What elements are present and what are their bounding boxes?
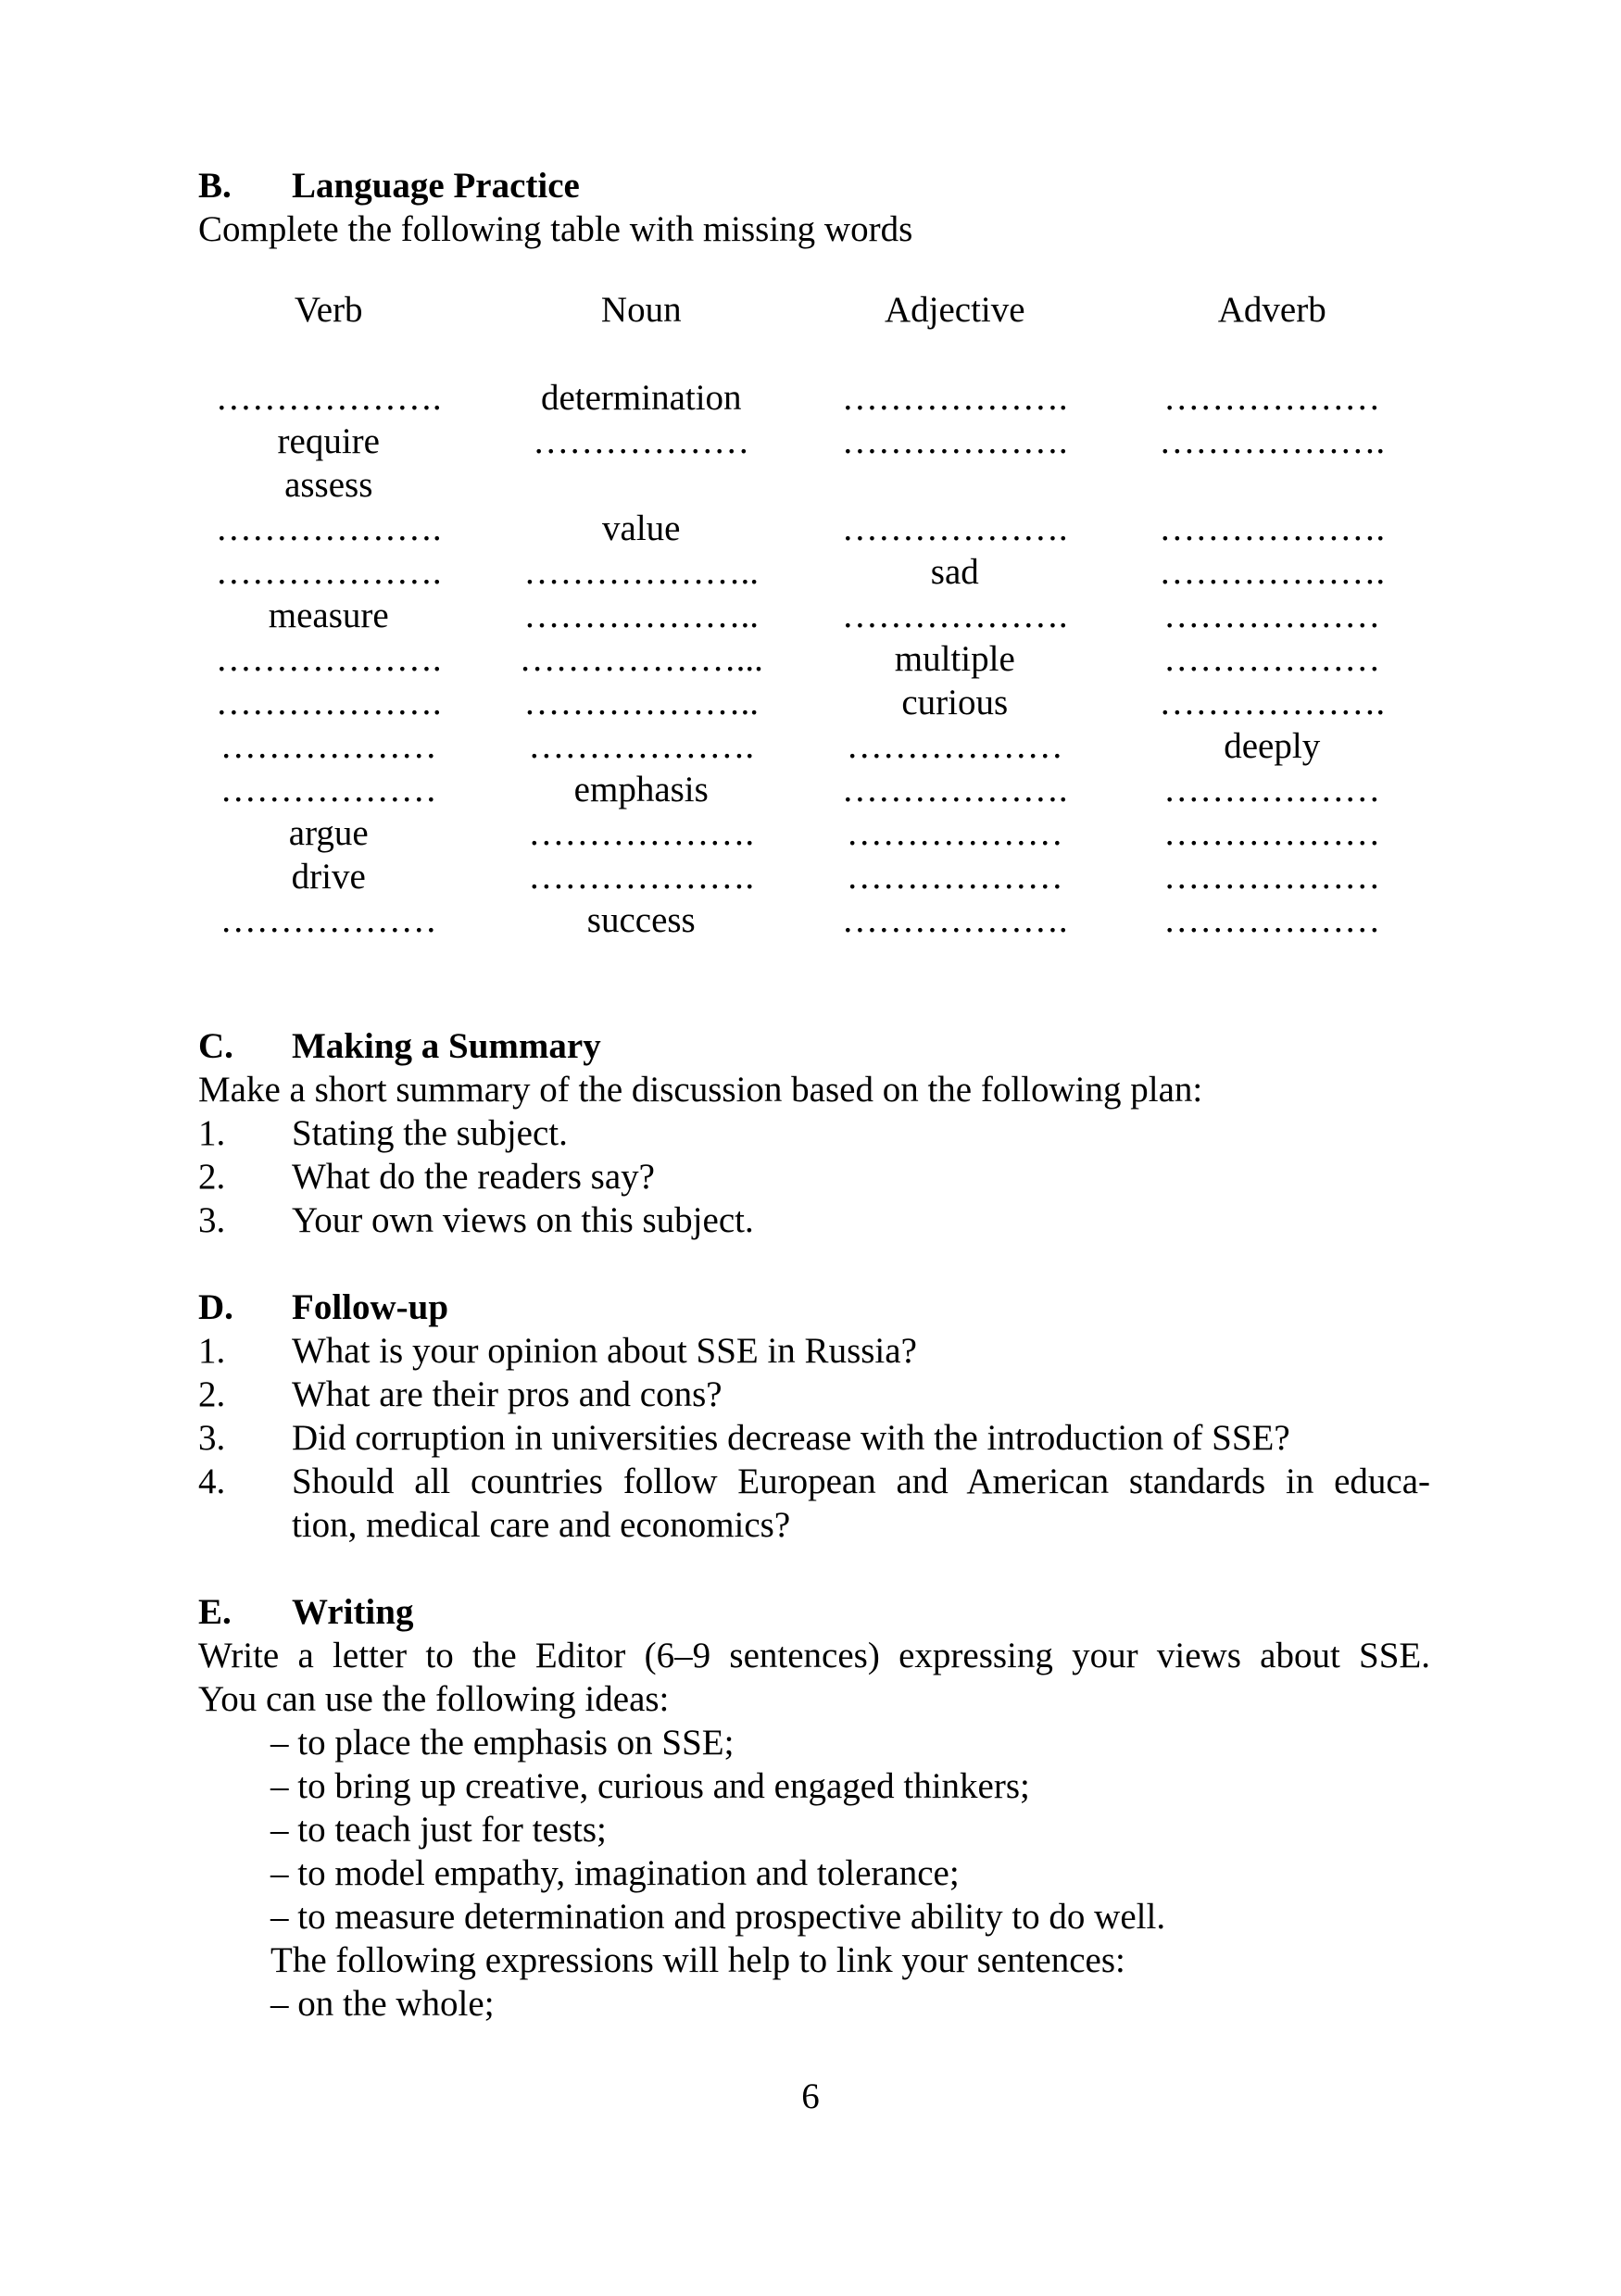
table-cell-adjective: ………………. [841, 596, 1068, 635]
table-row [198, 594, 1430, 637]
list-text-line: Should all countries follow European and American standards in educa- [292, 1462, 1430, 1501]
table-row [198, 855, 1430, 898]
list-number: 3. [198, 1418, 226, 1458]
column-header-noun: Noun [600, 290, 682, 330]
section-d-heading [198, 1286, 1430, 1329]
list-number: 3. [198, 1200, 226, 1240]
table-row [198, 898, 1430, 942]
table-cell-verb: require [277, 421, 380, 461]
table-cell-noun: determination [540, 378, 742, 418]
table-cell-verb: drive [291, 857, 366, 897]
list-text: What do the readers say? [292, 1157, 655, 1197]
section-letter: C. [198, 1026, 233, 1066]
table-cell-adverb: ……………… [1163, 596, 1381, 635]
table-cell-adverb: ………………. [1159, 683, 1386, 722]
list-item [198, 1373, 1430, 1416]
table-cell-adjective: ……………… [846, 813, 1063, 853]
table-cell-verb: ……………… [220, 900, 437, 940]
table-cell-adjective: ………………. [841, 900, 1068, 940]
table-cell-noun: value [602, 508, 681, 548]
table-cell-noun [486, 463, 796, 507]
table-cell-adverb: ………………. [1159, 552, 1386, 592]
column-header-adjective: Adjective [884, 290, 1025, 330]
list-text: Your own views on this subject. [292, 1200, 754, 1240]
section-letter: B. [198, 166, 232, 206]
table-row [198, 376, 1430, 420]
table-cell-verb: ………………. [215, 378, 442, 418]
list-item [198, 1329, 1430, 1373]
section-e-paragraph-line: Write a letter to the Editor (6–9 sentences) expressing your views about SSE. [198, 1636, 1430, 1675]
table-cell-adverb: ……………… [1163, 770, 1381, 809]
table-cell-adjective: multiple [894, 639, 1015, 679]
column-header-adverb: Adverb [1217, 290, 1326, 330]
list-number: 4. [198, 1462, 226, 1501]
section-b-instruction: Complete the following table with missing words [198, 209, 913, 249]
table-cell-adjective: ………………. [841, 421, 1068, 461]
section-b-heading [198, 164, 1430, 207]
list-text-block [292, 1460, 1430, 1547]
table-cell-noun: emphasis [573, 770, 709, 809]
table-cell-adverb: ……………… [1163, 857, 1381, 897]
table-row [198, 681, 1430, 724]
table-cell-adverb [1114, 463, 1430, 507]
table-cell-adverb: ………………. [1159, 421, 1386, 461]
table-cell-adjective: ………………. [841, 378, 1068, 418]
table-cell-verb: argue [288, 813, 369, 853]
page-content [198, 164, 1430, 2026]
table-cell-adjective: ………………. [841, 770, 1068, 809]
table-cell-noun: ………………. [528, 726, 755, 766]
idea-item: – to bring up creative, curious and engaged thinkers; [270, 1766, 1030, 1806]
table-cell-adverb: ……………… [1163, 813, 1381, 853]
table-cell-noun: ……………….. [523, 596, 759, 635]
table-cell-adverb: deeply [1224, 726, 1321, 766]
table-row [198, 637, 1430, 681]
section-e-paragraph-line: You can use the following ideas: [198, 1679, 670, 1719]
table-cell-verb: measure [268, 596, 389, 635]
table-cell-adverb: ……………… [1163, 900, 1381, 940]
table-cell-noun: ………………. [528, 857, 755, 897]
list-item [198, 1198, 1430, 1242]
table-cell-adjective: sad [930, 552, 979, 592]
table-header-row [198, 288, 1430, 332]
table-row [198, 724, 1430, 768]
table-cell-noun: ……………… [533, 421, 750, 461]
list-text: What is your opinion about SSE in Russia? [292, 1331, 917, 1371]
table-cell-verb: ………………. [215, 508, 442, 548]
section-title: Follow-up [292, 1287, 449, 1327]
idea-item: – to place the emphasis on SSE; [270, 1723, 735, 1763]
list-number: 2. [198, 1374, 226, 1414]
linking-intro: The following expressions will help to link your sentences: [270, 1940, 1125, 1980]
idea-item: – to model empathy, imagination and tolerance; [270, 1853, 960, 1893]
list-item [198, 1155, 1430, 1198]
list-text: Did corruption in universities decrease with the introduction of SSE? [292, 1418, 1290, 1458]
linking-item: – on the whole; [270, 1984, 495, 2024]
table-cell-verb: ………………. [215, 552, 442, 592]
table-row [198, 550, 1430, 594]
table-cell-adjective [796, 463, 1113, 507]
ideas-list [198, 1721, 1430, 2026]
table-row [198, 811, 1430, 855]
table-cell-noun: ……………….. [523, 683, 759, 722]
table-cell-verb: assess [284, 465, 373, 505]
idea-item: – to measure determination and prospective ability to do well. [270, 1897, 1166, 1937]
list-number: 2. [198, 1157, 226, 1197]
table-cell-adverb: ……………… [1163, 639, 1381, 679]
table-row [198, 507, 1430, 550]
table-cell-noun: ………………. [528, 813, 755, 853]
table-body [198, 376, 1430, 942]
section-title: Language Practice [292, 166, 580, 206]
table-cell-adjective: curious [901, 683, 1009, 722]
section-title: Making a Summary [292, 1026, 601, 1066]
list-number: 1. [198, 1331, 226, 1371]
table-cell-verb: ……………… [220, 770, 437, 809]
table-cell-adjective: ……………… [846, 857, 1063, 897]
table-cell-noun: ………………... [519, 639, 763, 679]
page-number: 6 [801, 2076, 820, 2116]
table-cell-verb: ………………. [215, 639, 442, 679]
table-cell-verb: ……………… [220, 726, 437, 766]
section-letter: E. [198, 1592, 232, 1632]
table-row [198, 463, 1430, 507]
section-c-heading [198, 1024, 1430, 1068]
table-cell-adjective: ……………… [846, 726, 1063, 766]
table-cell-adjective: ………………. [841, 508, 1068, 548]
table-row [198, 768, 1430, 811]
table-row [198, 420, 1430, 463]
table-cell-adverb: ……………… [1163, 378, 1381, 418]
section-c-instruction: Make a short summary of the discussion based on the following plan: [198, 1070, 1203, 1110]
word-forms-table [198, 288, 1430, 942]
section-e-heading [198, 1590, 1430, 1634]
list-item [198, 1111, 1430, 1155]
list-item [198, 1416, 1430, 1460]
list-text-line: tion, medical care and economics? [292, 1505, 791, 1545]
list-text: Stating the subject. [292, 1113, 568, 1153]
list-text: What are their pros and cons? [292, 1374, 723, 1414]
table-cell-adverb: ………………. [1159, 508, 1386, 548]
table-cell-noun: ……………….. [523, 552, 759, 592]
list-item [198, 1460, 1430, 1547]
table-cell-verb: ………………. [215, 683, 442, 722]
table-cell-noun: success [586, 900, 696, 940]
column-header-verb: Verb [294, 290, 363, 330]
list-number: 1. [198, 1113, 226, 1153]
section-letter: D. [198, 1287, 233, 1327]
idea-item: – to teach just for tests; [270, 1810, 607, 1850]
section-title: Writing [292, 1592, 414, 1632]
